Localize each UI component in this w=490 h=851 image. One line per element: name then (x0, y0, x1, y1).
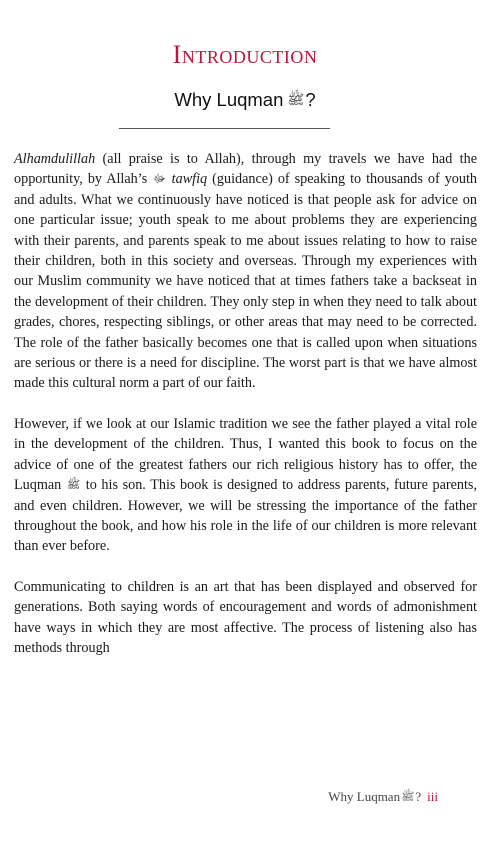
paragraph-1-text-b: (guidance) of speaking to thousands of youth and adults. What we continuously have noticed is that people ask for advice on one particular issue; youth speak to me about problems they are experiencing with their parents, and parents speak to me about issues relating to how to raise their children, both in this society and overseas. Through my experiences with our Muslim community we have noticed that at times fathers take a backseat in the development of their children. They only step in when they need to talk about grades, chores, respecting siblings, or other areas that may need to be corrected. The role of the father basically becomes one that is called upon when situations are serious or there is a need for discipline. The worst part is that we have almost made this cultural norm a part of our faith. (14, 171, 478, 392)
title-divider (119, 128, 330, 129)
honorific-glyph-icon: ﷺ (287, 91, 305, 107)
subtitle-question-mark: ? (305, 89, 316, 110)
paragraph-2-text-a: However, if we look at our Islamic tradition we see the father played a vital role in the development of the children. Thus, I wanted this book to focus on the advice of one of the greatest fathers our rich religious history has to offer, the Luqman (14, 415, 477, 494)
paragraph-3-text: Communicating to children is an art that has been displayed and observed for generations. Both saying words of encouragement and words of admonishment have ways in which they are most affective. The process of listening also has methods through (14, 578, 477, 656)
paragraph-1 (14, 149, 477, 394)
body-text (14, 149, 477, 658)
page-number: iii (427, 789, 438, 804)
paragraph-2 (14, 414, 477, 557)
italic-term-tawfiq: tawfiq (171, 171, 208, 188)
chapter-title: Introduction (172, 40, 318, 69)
italic-term-alhamdulillah: Alhamdulillah (14, 151, 96, 167)
honorific-glyph-icon: ﷺ (66, 479, 81, 492)
paragraph-1-text-a: (all praise is to Allah), through my travels we have had the opportunity, by Allah’s (14, 151, 477, 188)
running-head-question-mark: ? (415, 789, 422, 804)
page-footer (328, 788, 438, 806)
chapter-subtitle (0, 86, 490, 113)
running-head: Why Luqman (328, 789, 401, 804)
paragraph-2-text-b: to his son. This book is designed to address parents, future parents, and even children. However, we will be stressing the importance of the father throughout the book, and how his role in the life of our children is more relevant than ever before. (14, 477, 478, 555)
honorific-glyph-icon: ﷻ (153, 173, 166, 186)
subtitle-text: Why Luqman (174, 89, 284, 110)
honorific-glyph-icon: ﷺ (401, 791, 415, 803)
paragraph-3 (14, 577, 477, 659)
